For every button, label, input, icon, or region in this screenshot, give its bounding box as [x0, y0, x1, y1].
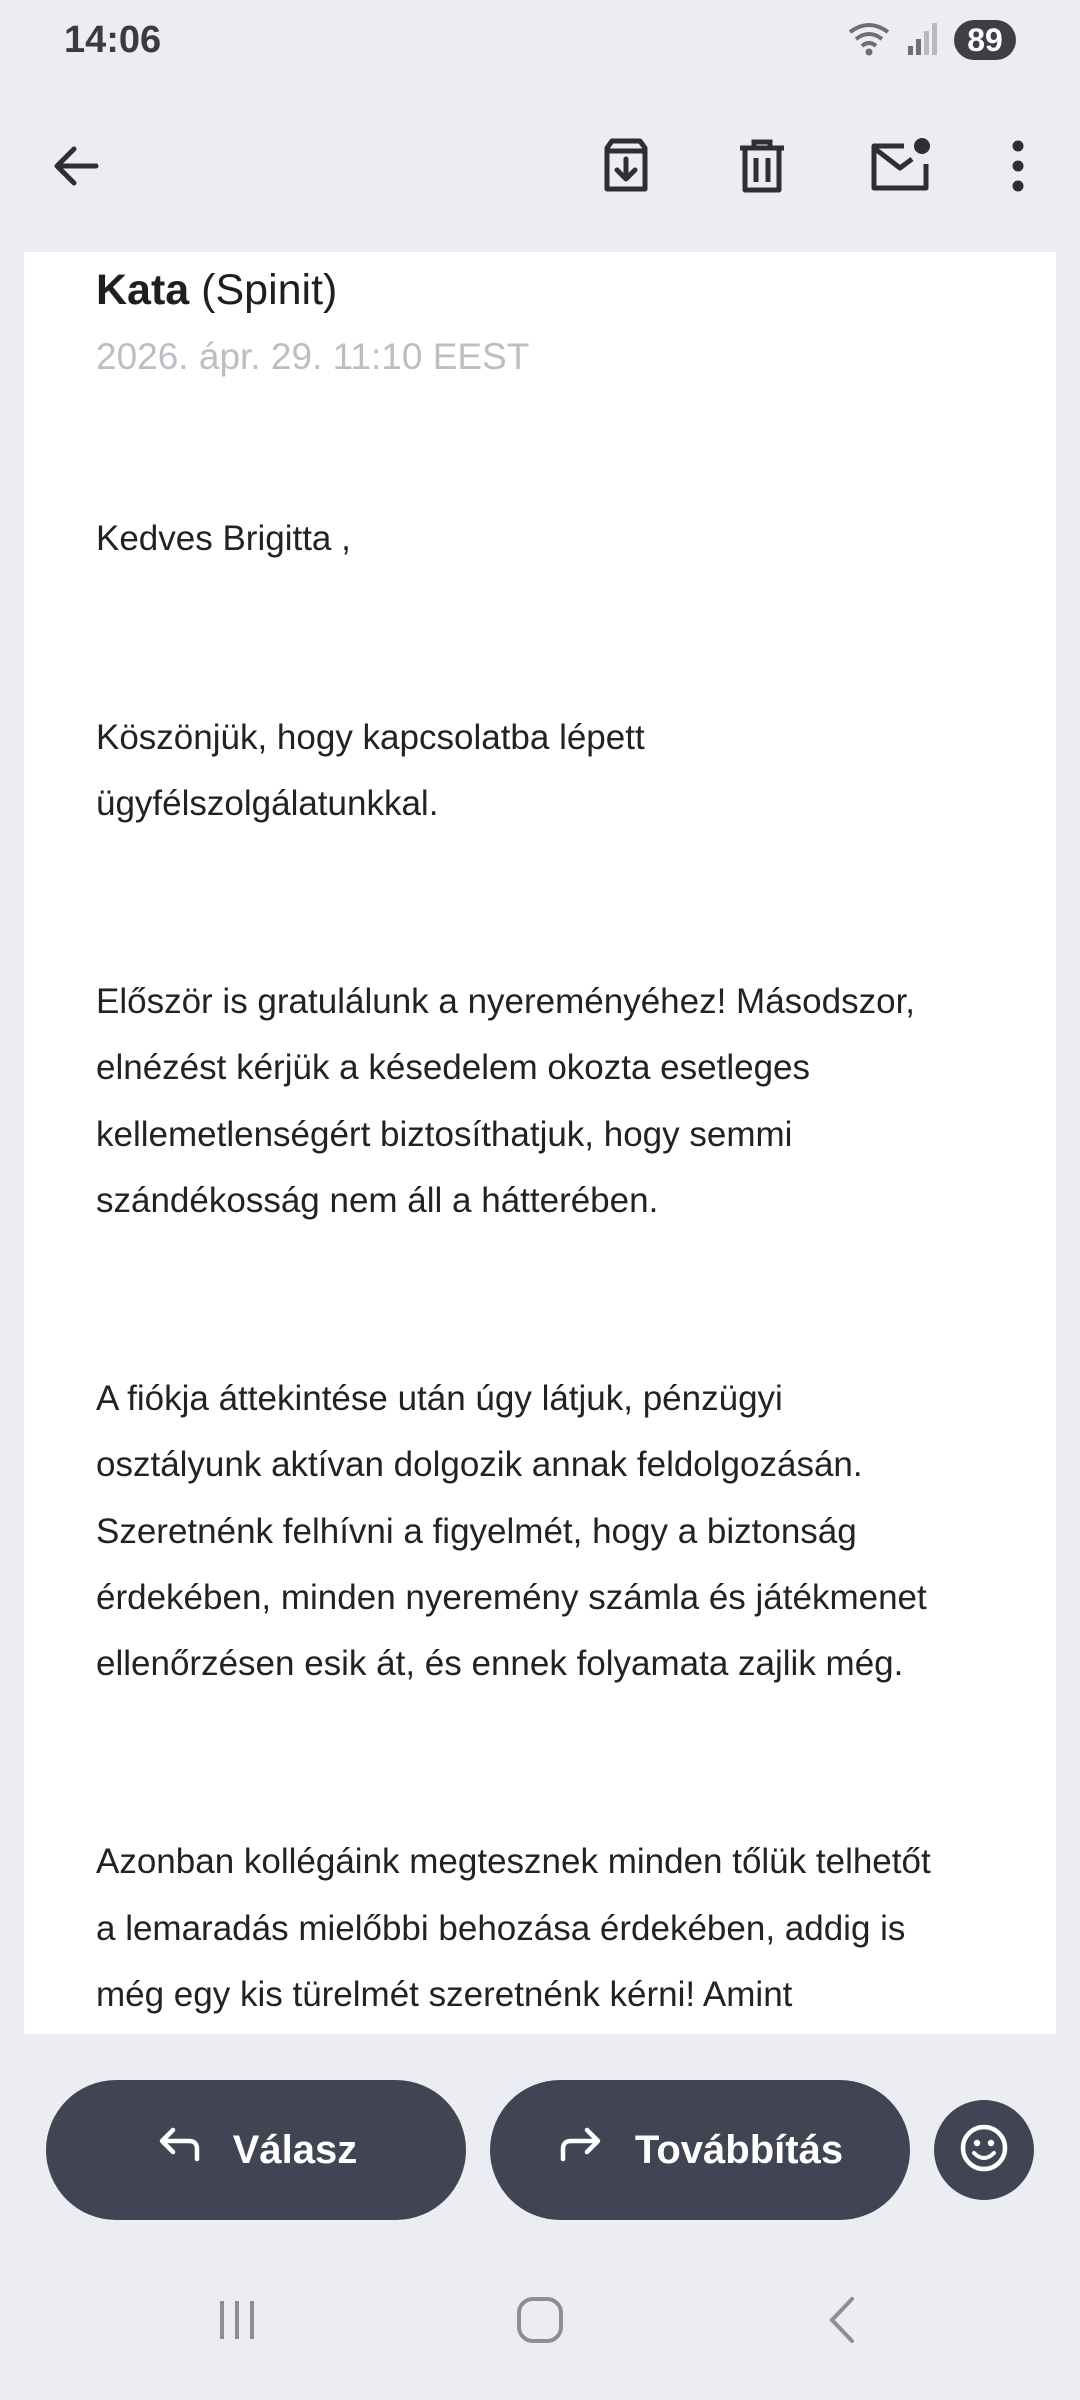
email-date: 2026. ápr. 29. 11:10 EEST	[96, 336, 530, 377]
reply-label: Válasz	[232, 2127, 358, 2172]
email-paragraph: A fiókja áttekintése után úgy látjuk, pénzügyi osztályunk aktívan dolgozik annak feldolgozásán. Szeretnénk felhívni a figyelmét, hogy a biztonság érdekében, minden nyeremény számla és játékmenet ellenőrzésen esik át, és ennek folyamata zajlik még.	[96, 1379, 927, 1684]
email-body	[96, 440, 996, 2034]
reply-icon	[155, 2125, 203, 2175]
back-arrow-icon[interactable]	[34, 124, 118, 208]
email-paragraph: Köszönjük, hogy kapcsolatba lépett ügyfélszolgálatunkkal.	[96, 717, 645, 823]
sender-org: (Spinit)	[201, 266, 338, 314]
status-icons	[846, 18, 1016, 63]
email-card	[24, 252, 1056, 2034]
signal-icon	[906, 20, 940, 61]
sender-name[interactable]: Kata	[96, 266, 190, 314]
email-greeting: Kedves Brigitta ,	[96, 519, 351, 559]
status-time: 14:06	[64, 18, 162, 61]
nav-back-icon[interactable]	[802, 2290, 882, 2350]
mark-unread-icon[interactable]	[858, 124, 942, 208]
reply-button[interactable]	[46, 2080, 466, 2220]
recent-apps-icon[interactable]	[197, 2290, 277, 2350]
archive-icon[interactable]	[584, 124, 668, 208]
forward-button[interactable]	[490, 2080, 910, 2220]
system-nav-bar	[0, 2234, 1080, 2400]
wifi-icon	[846, 18, 892, 63]
more-options-icon[interactable]	[976, 124, 1060, 208]
email-toolbar	[0, 80, 1080, 252]
battery-icon: 89	[954, 20, 1016, 60]
status-bar	[0, 0, 1080, 80]
emoji-reaction-icon	[958, 2122, 1010, 2179]
emoji-reaction-button[interactable]	[934, 2100, 1034, 2200]
delete-icon[interactable]	[720, 124, 804, 208]
sender-line	[96, 266, 337, 315]
forward-label: Továbbítás	[634, 2127, 844, 2172]
action-bar	[0, 2034, 1080, 2234]
home-icon[interactable]	[500, 2290, 580, 2350]
email-paragraph: Azonban kollégáink megtesznek minden tőlük telhetőt a lemaradás mielőbbi behozása érdekében, addig is még egy kis türelmét szeretnénk kérni! Amint	[96, 1842, 931, 2014]
email-paragraph: Először is gratulálunk a nyereményéhez! Másodszor, elnézést kérjük a késedelem okozta esetleges kellemetlenségért biztosíthatjuk, hogy semmi szándékosság nem áll a hátterében.	[96, 982, 916, 1220]
forward-icon	[557, 2125, 605, 2175]
